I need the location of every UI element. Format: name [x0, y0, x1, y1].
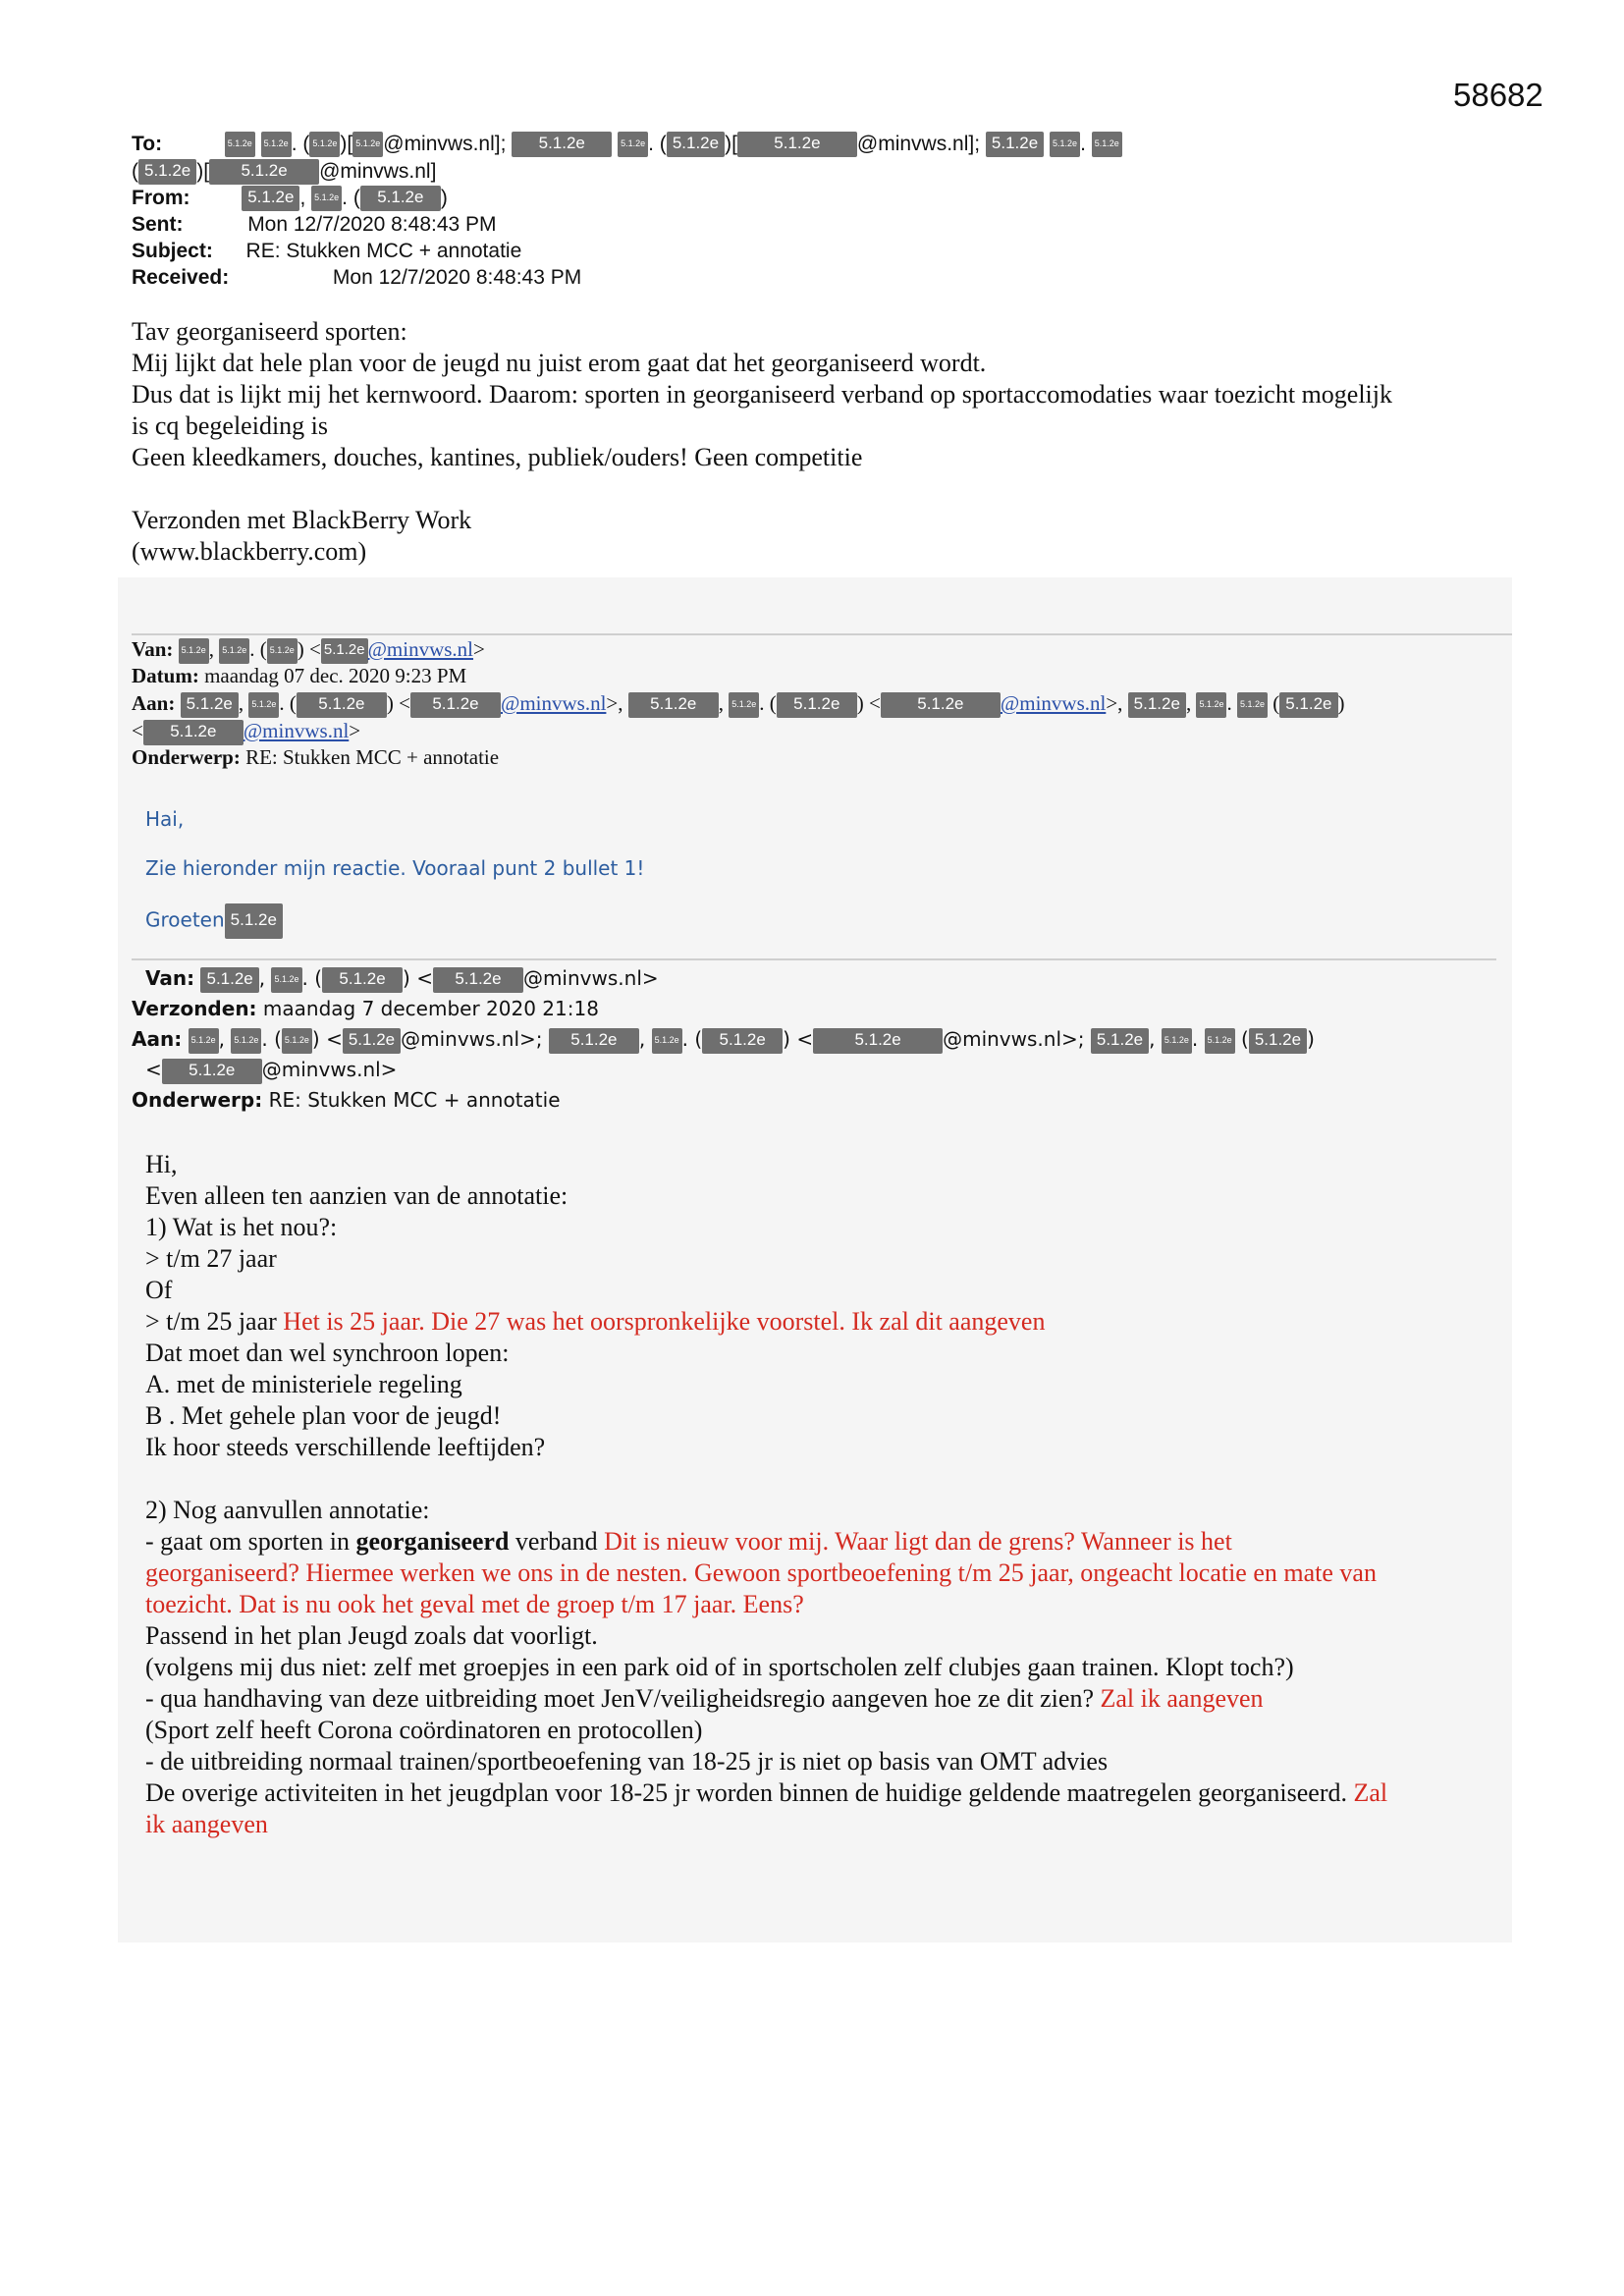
email-link[interactable]: @minvws.nl — [1000, 691, 1107, 715]
redaction: 5.1.2e — [282, 1028, 312, 1054]
redaction: 5.1.2e — [1237, 692, 1268, 718]
annot-red-comment: Zal — [1353, 1778, 1388, 1807]
email3-aan-line2: < 5.1.2e @minvws.nl> — [145, 1056, 397, 1084]
annot-line: Passend in het plan Jeugd zoals dat voorligt. — [145, 1621, 598, 1650]
closing-text: Groeten — [145, 907, 225, 932]
redaction: 5.1.2e — [702, 1028, 783, 1054]
email-link[interactable]: @minvws.nl — [243, 719, 350, 742]
redaction: 5.1.2e — [311, 186, 342, 211]
annot-line — [145, 1526, 1510, 1558]
email3-verzonden-line — [132, 995, 599, 1022]
redaction: 5.1.2e — [200, 967, 258, 993]
annot-text: De overige activiteiten in het jeugdplan voor 18-25 jr worden binnen de huidige geldende maatregelen georganiseerd. — [145, 1778, 1354, 1807]
to-domain: @minvws.nl]; — [383, 133, 507, 155]
onderwerp-label: Onderwerp: — [132, 745, 241, 769]
redaction: 5.1.2e — [189, 1028, 219, 1054]
annot-red-comment: georganiseerd? Hiermee werken we ons in de nesten. Gewoon sportbeoefening t/m 25 jaar, ongeacht locatie en mate van — [145, 1558, 1377, 1587]
redaction: 5.1.2e — [1091, 1028, 1149, 1054]
body-line: Mij lijkt dat hele plan voor de jeugd nu juist erom gaat dat het georganiseerd wordt. — [132, 349, 987, 377]
sent-label: Sent: — [132, 213, 184, 236]
email3-aan-line: Aan: 5.1.2e , 5.1.2e . ( 5.1.2e ) < 5.1.2e @minvws.nl>; 5.1.2e , 5.1.2e . ( 5.1.2e ) < 5.1.2e @minvws.nl>; 5.1.2e , 5.1.2e . 5.1.2e ( 5.1.2e ) — [132, 1025, 1315, 1054]
annot-line — [145, 1306, 1510, 1338]
annot-text: - gaat om sporten in — [145, 1527, 356, 1556]
aan-label: Aan: — [132, 1027, 183, 1051]
email1-from-line: From: 5.1.2e , 5.1.2e . ( 5.1.2e ) — [132, 185, 448, 211]
signature-line: (www.blackberry.com) — [132, 537, 367, 566]
email2-aan-line2: < 5.1.2e @minvws.nl> — [132, 718, 360, 745]
annot-line: > t/m 27 jaar — [145, 1244, 277, 1273]
redaction: 5.1.2e — [248, 692, 279, 718]
annot-red-comment: Dit is nieuw voor mij. Waar ligt dan de grens? Wanneer is het — [604, 1527, 1232, 1556]
email3-van-line: Van: 5.1.2e , 5.1.2e . ( 5.1.2e ) < 5.1.2e @minvws.nl> — [145, 964, 659, 993]
onderwerp-label: Onderwerp: — [132, 1088, 263, 1112]
annot-line: Hi, — [145, 1150, 178, 1178]
email1-to-line: To: 5.1.2e 5.1.2e . ( 5.1.2e )[ 5.1.2e @minvws.nl]; 5.1.2e 5.1.2e . ( 5.1.2e )[ 5.1.2e @minvws.nl]; 5.1.2e 5.1.2e . 5.1.2e — [132, 131, 1122, 157]
redaction: 5.1.2e — [1092, 132, 1122, 157]
email2-aan-line: Aan: 5.1.2e , 5.1.2e . ( 5.1.2e ) < 5.1.2e @minvws.nl>, 5.1.2e , 5.1.2e . ( 5.1.2e ) < 5.1.2e @minvws.nl>, 5.1.2e , 5.1.2e . 5.1.2e ( 5.1.2e ) — [132, 690, 1345, 718]
redaction: 5.1.2e — [549, 1028, 639, 1054]
redaction: 5.1.2e — [729, 692, 759, 718]
datum-label: Datum: — [132, 664, 199, 687]
email-domain: @minvws.nl>; — [401, 1027, 543, 1051]
onderwerp-value: RE: Stukken MCC + annotatie — [245, 745, 500, 769]
subject-label: Subject: — [132, 240, 213, 262]
email2-onderwerp-line — [132, 744, 499, 771]
redaction: 5.1.2e — [618, 132, 648, 157]
redaction: 5.1.2e — [737, 132, 857, 157]
redaction: 5.1.2e — [881, 692, 1001, 718]
annot-line: Ik hoor steeds verschillende leeftijden? — [145, 1433, 546, 1461]
email2-greeting: Hai, — [145, 807, 185, 831]
van-label: Van: — [132, 637, 174, 661]
redaction: 5.1.2e — [652, 1028, 682, 1054]
annot-line: Dat moet dan wel synchroon lopen: — [145, 1339, 510, 1367]
redaction: 5.1.2e — [352, 132, 383, 157]
redaction: 5.1.2e — [360, 186, 441, 211]
redaction: 5.1.2e — [433, 967, 523, 993]
annot-red-comment: Het is 25 jaar. Die 27 was het oorspronkelijke voorstel. Ik zal dit aangeven — [283, 1307, 1046, 1336]
email-domain: @minvws.nl> — [522, 966, 659, 990]
annot-line: Of — [145, 1276, 173, 1304]
email2-closing — [145, 903, 283, 939]
email1-to-line2: ( 5.1.2e )[ 5.1.2e @minvws.nl] — [132, 158, 436, 185]
annot-line: A. met de ministeriele regeling — [145, 1370, 462, 1398]
annot-line: 2) Nog aanvullen annotatie: — [145, 1496, 430, 1524]
redaction: 5.1.2e — [179, 638, 209, 664]
redaction: 5.1.2e — [321, 638, 368, 664]
annot-line: 1) Wat is het nou?: — [145, 1213, 338, 1241]
sent-value: Mon 12/7/2020 8:48:43 PM — [247, 213, 497, 236]
email1-subject-line — [132, 238, 521, 264]
annot-text: > t/m 25 jaar — [145, 1307, 284, 1336]
redaction: 5.1.2e — [512, 132, 612, 157]
redaction: 5.1.2e — [231, 1028, 261, 1054]
annot-red-comment: Zal ik aangeven — [1100, 1684, 1264, 1713]
body-line: Tav georganiseerd sporten: — [132, 317, 407, 346]
annot-line — [145, 1777, 1510, 1809]
annotation-body — [145, 1149, 1510, 1840]
redaction: 5.1.2e — [138, 159, 196, 185]
email3-onderwerp-line — [132, 1086, 561, 1114]
annot-line — [145, 1683, 1510, 1715]
received-value: Mon 12/7/2020 8:48:43 PM — [332, 266, 582, 289]
annot-line: Even alleen ten aanzien van de annotatie: — [145, 1181, 568, 1210]
to-domain: @minvws.nl]; — [856, 133, 981, 155]
redaction: 5.1.2e — [1249, 1028, 1307, 1054]
body-line: Dus dat is lijkt mij het kernwoord. Daarom: sporten in georganiseerd verband op sportaccomodaties waar toezicht mogelijk — [132, 380, 1393, 409]
email2-line: Zie hieronder mijn reactie. Vooraal punt 2 bullet 1! — [145, 856, 645, 880]
redaction: 5.1.2e — [297, 692, 387, 718]
email-domain: @minvws.nl>; — [943, 1027, 1085, 1051]
email2-datum-line — [132, 663, 466, 689]
to-label: To: — [132, 133, 163, 155]
verzonden-value: maandag 7 december 2020 21:18 — [262, 997, 599, 1020]
annot-text: verband — [509, 1527, 605, 1556]
body-line: is cq begeleiding is — [132, 411, 329, 440]
email-domain: @minvws.nl> — [261, 1058, 398, 1081]
email1-received-line — [132, 264, 581, 291]
redaction: 5.1.2e — [162, 1059, 262, 1084]
verzonden-label: Verzonden: — [132, 997, 257, 1020]
subject-value: RE: Stukken MCC + annotatie — [245, 240, 522, 262]
annot-red-comment: ik aangeven — [145, 1810, 268, 1838]
redaction: 5.1.2e — [219, 638, 249, 664]
annot-text: - qua handhaving van deze uitbreiding moet JenV/veiligheidsregio aangeven hoe ze dit zien? — [145, 1684, 1101, 1713]
divider — [132, 958, 1496, 960]
redaction: 5.1.2e — [225, 903, 283, 939]
datum-value: maandag 07 dec. 2020 9:23 PM — [204, 664, 467, 687]
redaction: 5.1.2e — [261, 132, 292, 157]
redaction: 5.1.2e — [309, 132, 340, 157]
divider — [132, 633, 1512, 635]
redaction: 5.1.2e — [1050, 132, 1080, 157]
annot-bold: georganiseerd — [355, 1527, 510, 1556]
redaction: 5.1.2e — [410, 692, 501, 718]
redaction: 5.1.2e — [1205, 1028, 1235, 1054]
redaction: 5.1.2e — [242, 186, 299, 211]
annot-line: (Sport zelf heeft Corona coördinatoren en protocollen) — [145, 1716, 703, 1744]
redaction: 5.1.2e — [667, 132, 725, 157]
to-domain: @minvws.nl] — [319, 160, 437, 183]
redaction: 5.1.2e — [143, 720, 244, 745]
redaction: 5.1.2e — [813, 1028, 943, 1054]
email2-van-line: Van: 5.1.2e , 5.1.2e . ( 5.1.2e ) < 5.1.2e @minvws.nl> — [132, 636, 485, 664]
redaction: 5.1.2e — [343, 1028, 401, 1054]
document-number: 58682 — [1453, 77, 1543, 113]
redaction: 5.1.2e — [1279, 692, 1337, 718]
annot-line: (volgens mij dus niet: zelf met groepjes in een park oid of in sportscholen zelf clubjes gaan trainen. Klopt toch?) — [145, 1653, 1294, 1681]
email-link[interactable]: @minvws.nl — [367, 637, 474, 661]
email-link[interactable]: @minvws.nl — [500, 691, 607, 715]
redaction: 5.1.2e — [1196, 692, 1226, 718]
redaction: 5.1.2e — [628, 692, 719, 718]
received-label: Received: — [132, 266, 230, 289]
onderwerp-value: RE: Stukken MCC + annotatie — [268, 1088, 561, 1112]
redaction: 5.1.2e — [267, 638, 298, 664]
email1-sent-line — [132, 211, 497, 238]
redaction: 5.1.2e — [1162, 1028, 1192, 1054]
from-label: From: — [132, 187, 190, 209]
redaction: 5.1.2e — [181, 692, 239, 718]
body-line: Geen kleedkamers, douches, kantines, publiek/ouders! Geen competitie — [132, 443, 863, 471]
redaction: 5.1.2e — [986, 132, 1044, 157]
annot-line: - de uitbreiding normaal trainen/sportbeoefening van 18-25 jr is niet op basis van OMT advies — [145, 1747, 1109, 1776]
aan-label: Aan: — [132, 691, 176, 715]
annot-red-comment: toezicht. Dat is nu ook het geval met de groep t/m 17 jaar. Eens? — [145, 1590, 804, 1618]
annot-line: B . Met gehele plan voor de jeugd! — [145, 1401, 502, 1430]
signature-line: Verzonden met BlackBerry Work — [132, 506, 472, 534]
redaction: 5.1.2e — [777, 692, 857, 718]
email1-body — [132, 316, 1526, 568]
redaction: 5.1.2e — [271, 967, 301, 993]
redaction: 5.1.2e — [225, 132, 255, 157]
redaction: 5.1.2e — [322, 967, 403, 993]
redaction: 5.1.2e — [1128, 692, 1186, 718]
van-label: Van: — [145, 966, 195, 990]
redaction: 5.1.2e — [209, 159, 319, 185]
